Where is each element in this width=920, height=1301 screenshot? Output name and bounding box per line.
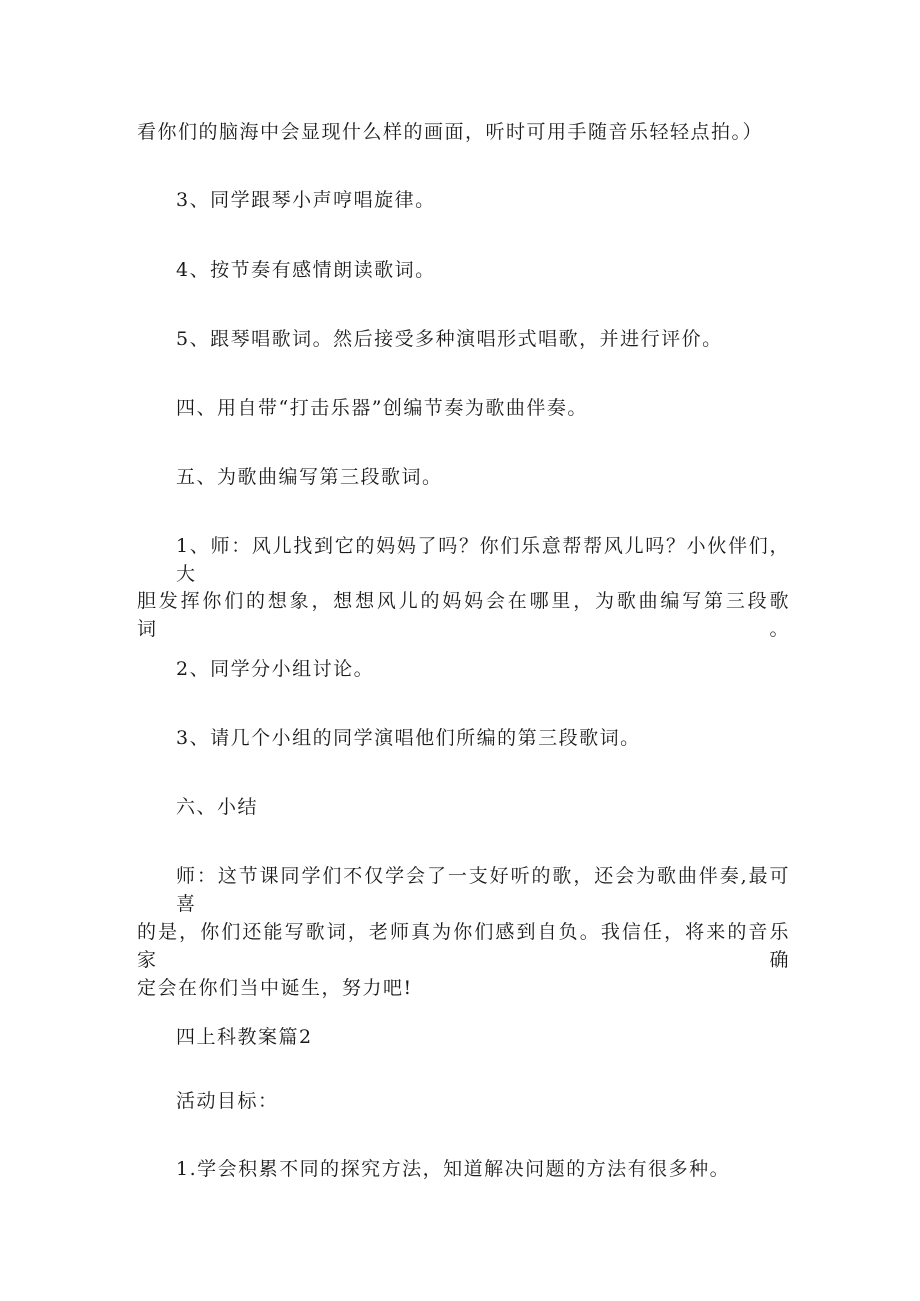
section-heading: 五、为歌曲编写第三段歌词。: [176, 466, 443, 488]
paragraph-line: 看你们的脑海中会显现什么样的画面，听时可用手随音乐轻轻点拍。）: [137, 121, 764, 143]
paragraph-line: 5、跟琴唱歌词。然后接受多种演唱形式唱歌，并进行评价。: [176, 328, 723, 350]
paragraph-line: 1、师：风儿找到它的妈妈了吗？你们乐意帮帮风儿吗？小伙伴们，大: [176, 535, 790, 585]
paragraph-line: 1.学会积累不同的探究方法，知道解决问题的方法有很多种。: [176, 1158, 731, 1180]
article-title: 四上科教案篇2: [176, 1026, 313, 1048]
paragraph-line: 4、按节奏有感情朗读歌词。: [176, 259, 436, 281]
paragraph-line: 2、同学分小组讨论。: [176, 658, 375, 680]
paragraph-line: 的是，你们还能写歌词，老师真为你们感到自负。我信任，将来的音乐家确: [137, 921, 790, 971]
paragraph-line: 3、请几个小组的同学演唱他们所编的第三段歌词。: [176, 727, 641, 749]
paragraph-line: 定会在你们当中诞生，努力吧!: [137, 977, 413, 999]
paragraph-line: 胆发挥你们的想象，想想风儿的妈妈会在哪里，为歌曲编写第三段歌词。: [137, 590, 790, 640]
paragraph-line: 3、同学跟琴小声哼唱旋律。: [176, 189, 436, 211]
section-heading: 四、用自带“打击乐器”创编节奏为歌曲伴奏。: [176, 397, 588, 419]
section-heading: 活动目标：: [176, 1090, 279, 1112]
paragraph-line: 师：这节课同学们不仅学会了一支好听的歌，还会为歌曲伴奏,最可喜: [176, 865, 790, 915]
section-heading: 六、小结: [176, 796, 259, 818]
